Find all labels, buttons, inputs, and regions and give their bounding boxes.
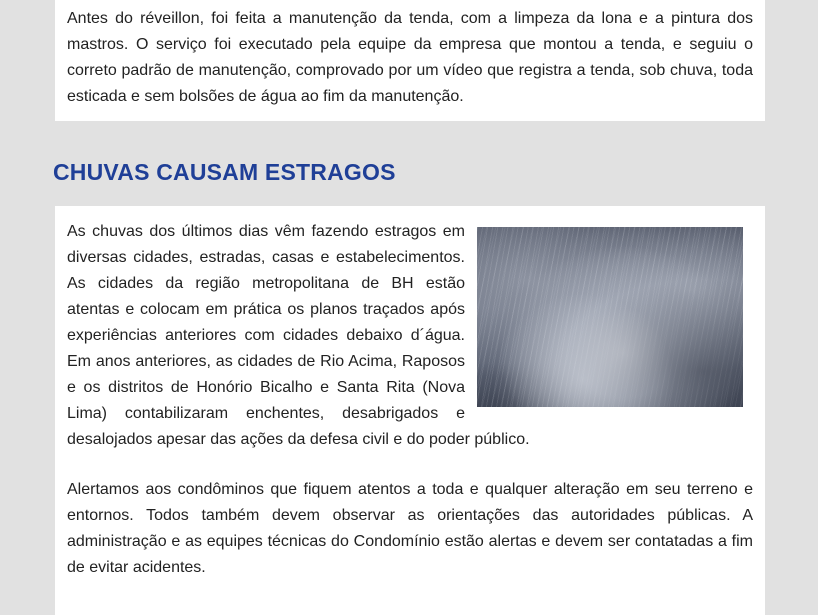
rain-paragraph-1: As chuvas dos últimos dias vêm fazendo estragos em diversas cidades, estradas, casas e estabelecimentos. As cidades da região metropolitana de BH estão atentas e colocam em prática os planos traçados após experiências anteriores com cidades debaixo d´água. Em anos anteriores, as cidades de Rio Acima, Raposos e os distritos de Honório Bicalho e Santa Rita (Nova Lima) contabilizaram enchentes, desabrigados e desalojados apesar das ações da defesa civil e do poder público.	[67, 223, 530, 448]
article-card-rain	[55, 206, 765, 615]
section-title: CHUVAS CAUSAM ESTRAGOS	[53, 159, 396, 185]
maintenance-paragraph: Antes do réveillon, foi feita a manutenção da tenda, com a limpeza da lona e a pintura dos mastros. O serviço foi executado pela equipe da empresa que montou a tenda, e seguiu o correto padrão de manutenção, comprovado por um vídeo que registra a tenda, sob chuva, toda esticada e sem bolsões de água ao fim da manutenção.	[67, 10, 753, 105]
rain-paragraph-2: Alertamos aos condôminos que fiquem atentos a toda e qualquer alteração em seu terreno e entornos. Todos também devem observar as orientações das autoridades públicas. A administração e as equipes técnicas do Condomínio estão alertas e devem ser contatadas a fim de evitar acidentes.	[67, 481, 753, 576]
rain-storm-image	[477, 227, 743, 407]
article-card-maintenance	[55, 0, 765, 121]
